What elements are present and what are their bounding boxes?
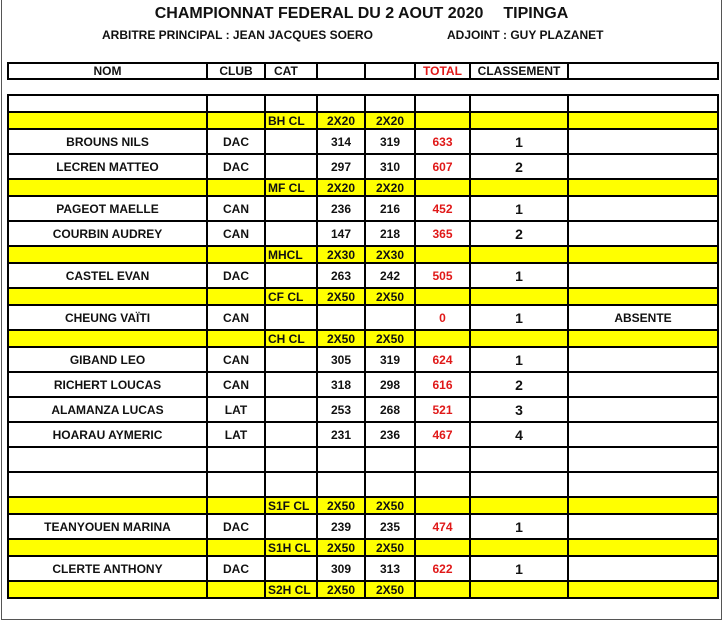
classement: 1: [470, 196, 568, 221]
category-row: [8, 288, 718, 305]
athlete-club: DAC: [207, 556, 265, 581]
blank-cell: [415, 95, 470, 112]
category-series-2: 2X20: [365, 112, 415, 129]
athlete-club: DAC: [207, 514, 265, 539]
observation: [568, 372, 718, 397]
header-cat: CAT: [265, 63, 317, 79]
series-2-score: 319: [365, 129, 415, 154]
blank-row: [8, 447, 718, 472]
category-series-2: 2X50: [365, 288, 415, 305]
category-total-cell: [415, 539, 470, 556]
series-2-score: 236: [365, 422, 415, 447]
total-score: 622: [415, 556, 470, 581]
blank-cell: [317, 447, 365, 472]
category-club-cell: [207, 581, 265, 598]
blank-cell: [415, 472, 470, 497]
athlete-name: CASTEL EVAN: [8, 263, 207, 288]
category-label: MHCL: [265, 246, 317, 263]
category-rank-cell: [470, 246, 568, 263]
blank-cell: [568, 95, 718, 112]
athlete-cat: [265, 347, 317, 372]
series-2-score: 310: [365, 154, 415, 179]
header-nom: NOM: [8, 63, 207, 79]
series-1-score: 309: [317, 556, 365, 581]
category-rank-cell: [470, 330, 568, 347]
blank-row: [8, 95, 718, 112]
blank-cell: [415, 447, 470, 472]
athlete-name: CHEUNG VAÏTI: [8, 305, 207, 330]
observation: [568, 556, 718, 581]
category-nom-cell: [8, 330, 207, 347]
athlete-club: CAN: [207, 347, 265, 372]
category-total-cell: [415, 288, 470, 305]
athlete-cat: [265, 556, 317, 581]
series-1-score: 253: [317, 397, 365, 422]
category-row: [8, 330, 718, 347]
category-series-2: 2X50: [365, 539, 415, 556]
series-1-score: 314: [317, 129, 365, 154]
series-1-score: 231: [317, 422, 365, 447]
athlete-row: [8, 263, 718, 288]
athlete-name: ALAMANZA LUCAS: [8, 397, 207, 422]
category-series-2: 2X50: [365, 330, 415, 347]
arbitre-principal: ARBITRE PRINCIPAL : JEAN JACQUES SOERO: [102, 28, 373, 42]
classement: 1: [470, 514, 568, 539]
series-1-score: 305: [317, 347, 365, 372]
blank-cell: [470, 447, 568, 472]
total-score: 607: [415, 154, 470, 179]
category-row: [8, 497, 718, 514]
header-row: [8, 63, 718, 79]
category-label: S1F CL: [265, 497, 317, 514]
category-total-cell: [415, 112, 470, 129]
header-series-1: [317, 63, 365, 79]
classement: 1: [470, 305, 568, 330]
category-rank-cell: [470, 112, 568, 129]
category-row: [8, 246, 718, 263]
category-series-1: 2X20: [317, 112, 365, 129]
athlete-name: RICHERT LOUCAS: [8, 372, 207, 397]
athlete-club: CAN: [207, 196, 265, 221]
classement: 2: [470, 154, 568, 179]
blank-cell: [365, 447, 415, 472]
athlete-cat: [265, 422, 317, 447]
athlete-name: LECREN MATTEO: [8, 154, 207, 179]
header-classement: CLASSEMENT: [470, 63, 568, 79]
page-title: [0, 5, 723, 23]
category-series-1: 2X50: [317, 330, 365, 347]
header-club: CLUB: [207, 63, 265, 79]
category-total-cell: [415, 179, 470, 196]
series-2-score: 235: [365, 514, 415, 539]
observation: [568, 221, 718, 246]
category-rank-cell: [470, 581, 568, 598]
athlete-club: DAC: [207, 154, 265, 179]
classement: 1: [470, 263, 568, 288]
athlete-name: COURBIN AUDREY: [8, 221, 207, 246]
total-score: 0: [415, 305, 470, 330]
athlete-cat: [265, 514, 317, 539]
blank-cell: [365, 472, 415, 497]
athlete-cat: [265, 154, 317, 179]
adjoint: ADJOINT : GUY PLAZANET: [447, 28, 604, 42]
series-2-score: 298: [365, 372, 415, 397]
category-nom-cell: [8, 179, 207, 196]
series-2-score: 268: [365, 397, 415, 422]
series-1-score: 297: [317, 154, 365, 179]
series-1-score: 239: [317, 514, 365, 539]
category-series-2: 2X30: [365, 246, 415, 263]
category-series-2: 2X20: [365, 179, 415, 196]
athlete-cat: [265, 129, 317, 154]
category-rank-cell: [470, 497, 568, 514]
total-score: 474: [415, 514, 470, 539]
category-nom-cell: [8, 581, 207, 598]
series-1-score: [317, 305, 365, 330]
athlete-name: TEANYOUEN MARINA: [8, 514, 207, 539]
classement: 3: [470, 397, 568, 422]
blank-row: [8, 472, 718, 497]
observation: [568, 347, 718, 372]
athlete-cat: [265, 305, 317, 330]
category-obs-cell: [568, 246, 718, 263]
series-2-score: 216: [365, 196, 415, 221]
athlete-cat: [265, 221, 317, 246]
total-score: 365: [415, 221, 470, 246]
observation: [568, 129, 718, 154]
series-2-score: 218: [365, 221, 415, 246]
athlete-club: DAC: [207, 129, 265, 154]
title-text: CHAMPIONNAT FEDERAL DU 2 AOUT 2020: [154, 5, 484, 22]
category-label: CF CL: [265, 288, 317, 305]
category-series-1: 2X20: [317, 179, 365, 196]
athlete-club: CAN: [207, 221, 265, 246]
series-1-score: 318: [317, 372, 365, 397]
athlete-name: HOARAU AYMERIC: [8, 422, 207, 447]
blank-cell: [8, 95, 207, 112]
category-obs-cell: [568, 288, 718, 305]
category-series-2: 2X50: [365, 581, 415, 598]
category-obs-cell: [568, 581, 718, 598]
blank-cell: [470, 95, 568, 112]
category-series-1: 2X30: [317, 246, 365, 263]
blank-cell: [207, 472, 265, 497]
observation: [568, 422, 718, 447]
classement: 2: [470, 221, 568, 246]
category-club-cell: [207, 179, 265, 196]
category-club-cell: [207, 330, 265, 347]
results-table: [7, 94, 719, 599]
athlete-row: [8, 305, 718, 330]
observation: [568, 154, 718, 179]
athlete-cat: [265, 263, 317, 288]
category-row: [8, 179, 718, 196]
blank-cell: [8, 472, 207, 497]
blank-cell: [365, 95, 415, 112]
category-label: S2H CL: [265, 581, 317, 598]
athlete-name: PAGEOT MAELLE: [8, 196, 207, 221]
athlete-row: [8, 422, 718, 447]
category-obs-cell: [568, 330, 718, 347]
blank-cell: [207, 447, 265, 472]
blank-cell: [207, 95, 265, 112]
category-nom-cell: [8, 497, 207, 514]
category-label: CH CL: [265, 330, 317, 347]
blank-cell: [568, 472, 718, 497]
athlete-club: LAT: [207, 422, 265, 447]
header-total: TOTAL: [415, 63, 470, 79]
category-obs-cell: [568, 112, 718, 129]
category-rank-cell: [470, 539, 568, 556]
category-rank-cell: [470, 179, 568, 196]
category-obs-cell: [568, 497, 718, 514]
category-rank-cell: [470, 288, 568, 305]
category-total-cell: [415, 330, 470, 347]
series-2-score: [365, 305, 415, 330]
athlete-club: CAN: [207, 305, 265, 330]
classement: 1: [470, 556, 568, 581]
athlete-row: [8, 556, 718, 581]
category-series-2: 2X50: [365, 497, 415, 514]
observation: [568, 263, 718, 288]
category-nom-cell: [8, 112, 207, 129]
header-series-2: [365, 63, 415, 79]
blank-cell: [317, 95, 365, 112]
total-score: 521: [415, 397, 470, 422]
athlete-row: [8, 397, 718, 422]
classement: 2: [470, 372, 568, 397]
athlete-club: CAN: [207, 372, 265, 397]
athlete-name: CLERTE ANTHONY: [8, 556, 207, 581]
category-series-1: 2X50: [317, 288, 365, 305]
category-obs-cell: [568, 179, 718, 196]
category-club-cell: [207, 288, 265, 305]
total-score: 452: [415, 196, 470, 221]
classement: 1: [470, 347, 568, 372]
classement: 4: [470, 422, 568, 447]
total-score: 624: [415, 347, 470, 372]
blank-cell: [265, 472, 317, 497]
category-label: S1H CL: [265, 539, 317, 556]
category-club-cell: [207, 246, 265, 263]
category-row: [8, 581, 718, 598]
category-nom-cell: [8, 246, 207, 263]
classement: 1: [470, 129, 568, 154]
athlete-club: LAT: [207, 397, 265, 422]
blank-cell: [568, 447, 718, 472]
category-row: [8, 112, 718, 129]
total-score: 633: [415, 129, 470, 154]
athlete-row: [8, 154, 718, 179]
athlete-row: [8, 372, 718, 397]
athlete-name: GIBAND LEO: [8, 347, 207, 372]
observation: [568, 514, 718, 539]
total-score: 467: [415, 422, 470, 447]
athlete-cat: [265, 372, 317, 397]
blank-cell: [8, 447, 207, 472]
series-1-score: 147: [317, 221, 365, 246]
series-2-score: 313: [365, 556, 415, 581]
total-score: 616: [415, 372, 470, 397]
observation: ABSENTE: [568, 305, 718, 330]
athlete-row: [8, 196, 718, 221]
blank-cell: [265, 447, 317, 472]
category-series-1: 2X50: [317, 497, 365, 514]
athlete-cat: [265, 196, 317, 221]
category-club-cell: [207, 539, 265, 556]
category-total-cell: [415, 497, 470, 514]
header-observations: [568, 63, 718, 79]
category-series-1: 2X50: [317, 581, 365, 598]
header-table: [7, 62, 719, 80]
category-club-cell: [207, 497, 265, 514]
series-1-score: 263: [317, 263, 365, 288]
category-nom-cell: [8, 539, 207, 556]
category-series-1: 2X50: [317, 539, 365, 556]
blank-cell: [470, 472, 568, 497]
series-1-score: 236: [317, 196, 365, 221]
blank-cell: [317, 472, 365, 497]
blank-cell: [265, 95, 317, 112]
athlete-row: [8, 129, 718, 154]
category-nom-cell: [8, 288, 207, 305]
athlete-row: [8, 347, 718, 372]
athlete-name: BROUNS NILS: [8, 129, 207, 154]
category-label: BH CL: [265, 112, 317, 129]
total-score: 505: [415, 263, 470, 288]
category-obs-cell: [568, 539, 718, 556]
category-row: [8, 539, 718, 556]
observation: [568, 397, 718, 422]
athlete-row: [8, 221, 718, 246]
category-club-cell: [207, 112, 265, 129]
location-text: TIPINGA: [503, 5, 569, 22]
series-2-score: 319: [365, 347, 415, 372]
category-label: MF CL: [265, 179, 317, 196]
athlete-row: [8, 514, 718, 539]
observation: [568, 196, 718, 221]
athlete-club: DAC: [207, 263, 265, 288]
series-2-score: 242: [365, 263, 415, 288]
category-total-cell: [415, 246, 470, 263]
athlete-cat: [265, 397, 317, 422]
category-total-cell: [415, 581, 470, 598]
